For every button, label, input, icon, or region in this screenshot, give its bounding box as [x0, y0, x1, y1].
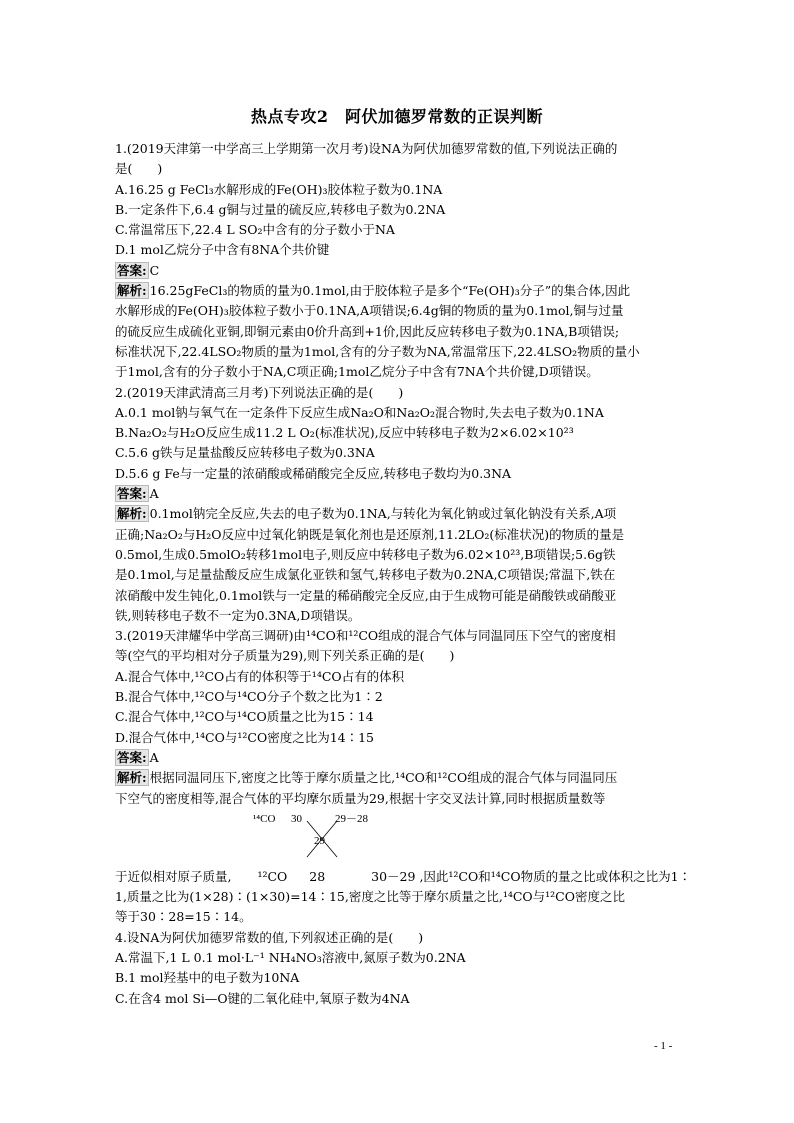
question-3-explanation-text-1: 根据同温同压下,密度之比等于摩尔质量之比,¹⁴CO和¹²CO组成的混合气体与同温同压 — [149, 770, 618, 786]
question-3-answer: A — [149, 749, 159, 765]
question-3-explanation-line-4: 1,质量之比为(1×28)∶(1×30)=14∶15,密度之比等于摩尔质量之比,¹⁴CO与¹²CO密度之比 — [115, 889, 625, 905]
explanation-label: 解析: — [117, 506, 147, 522]
question-2-explanation-line-5: 浓硝酸中发生钝化,0.1mol铁与一定量的稀硝酸完全反应,由于生成物可能是硝酸铁或硝酸亚 — [115, 587, 617, 603]
question-2-explanation-line-6: 铁,则转移电子数不一定为0.3NA,D项错误。 — [115, 607, 361, 623]
question-1-option-b: B.一定条件下,6.4 g铜与过量的硫反应,转移电子数为0.2NA — [115, 201, 446, 217]
question-1-stem-line-1: 1.(2019天津第一中学高三上学期第一次月考)设NA为阿伏加德罗常数的值,下列说法正确的 — [115, 141, 618, 156]
document-body — [115, 139, 692, 1009]
question-1-answer: C — [149, 262, 160, 278]
cross-method-diagram — [115, 809, 679, 867]
page-title: 热点专攻2 阿伏加德罗常数的正误判断 — [250, 107, 544, 126]
question-3-explanation-line-2: 下空气的密度相等,混合气体的平均摩尔质量为29,根据十字交叉法计算,同时根据质量数等 — [115, 790, 606, 806]
question-1-explanation-text-1: 16.25gFeCl₃的物质的量为0.1mol,由于胶体粒子是多个“Fe(OH)₃分子”的集合体,因此 — [149, 283, 631, 299]
question-1-stem-line-2: 是( ) — [115, 161, 163, 177]
question-2-explanation-line-1 — [115, 504, 679, 524]
question-1-explanation-line-5: 于1mol,含有的分子数小于NA,C项正确;1mol乙烷分子中含有7NA个共价键,D项错误。 — [115, 364, 599, 380]
question-2-option-d: D.5.6 g Fe与一定量的浓硝酸或稀硝酸完全反应,转移电子数均为0.3NA — [115, 465, 512, 481]
answer-label: 答案: — [117, 262, 147, 278]
explanation-label: 解析: — [117, 283, 147, 299]
question-1-explanation-line-3: 的硫反应生成硫化亚铜,即铜元素由0价升高到+1价,因此反应转移电子数为0.1NA,B项错误; — [115, 323, 620, 339]
question-2-option-c: C.5.6 g铁与足量盐酸反应转移电子数为0.3NA — [115, 445, 375, 461]
question-4-option-c: C.在含4 mol Si—O键的二氧化硅中,氧原子数为4NA — [115, 990, 410, 1006]
question-2-option-b: B.Na₂O₂与H₂O反应生成11.2 L O₂(标准状况),反应中转移电子数为2×6.02×10²³ — [115, 425, 574, 441]
cross-bottom-left-value: 28 — [309, 868, 326, 884]
cross-bottom-right: 30－29 — [371, 868, 416, 884]
answer-label: 答案: — [117, 486, 147, 502]
question-1-explanation-line-4: 标准状况下,22.4LSO₂物质的量为1mol,含有的分子数为NA,常温常压下,22.4LSO₂物质的量小 — [115, 343, 640, 359]
question-3-explanation-line-1 — [115, 768, 679, 788]
question-2-stem-line-1: 2.(2019天津武清高三月考)下列说法正确的是( ) — [115, 384, 404, 400]
question-2-explanation-line-2: 正确;Na₂O₂与H₂O反应中过氧化钠既是氧化剂也是还原剂,11.2LO₂(标准状况)的物质的量是 — [115, 526, 625, 542]
question-3-explanation-text-3a: 于近似相对原子质量, — [115, 868, 232, 884]
question-1-option-a: A.16.25 g FeCl₃水解形成的Fe(OH)₃胶体粒子数为0.1NA — [115, 181, 443, 197]
question-1-option-c: C.常温常压下,22.4 L SO₂中含有的分子数小于NA — [115, 222, 395, 238]
question-4-option-b: B.1 mol羟基中的电子数为10NA — [115, 970, 300, 986]
cross-top-left-label: ¹⁴CO — [253, 812, 276, 825]
question-2-answer-line — [115, 484, 679, 504]
question-1-explanation-line-2: 水解形成的Fe(OH)₃胶体粒子数小于0.1NA,A项错误;6.4g铜的物质的量为0.1mol,铜与过量 — [115, 303, 624, 319]
question-3-option-a: A.混合气体中,¹²CO占有的体积等于¹⁴CO占有的体积 — [115, 668, 405, 684]
question-2-option-a: A.0.1 mol钠与氧气在一定条件下反应生成Na₂O和Na₂O₂混合物时,失去电子数为0.1NA — [115, 404, 604, 420]
explanation-label: 解析: — [117, 770, 147, 786]
answer-label: 答案: — [117, 749, 147, 765]
question-3-option-b: B.混合气体中,¹²CO与¹⁴CO分子个数之比为1∶2 — [115, 689, 383, 705]
question-3-option-c: C.混合气体中,¹²CO与¹⁴CO质量之比为15∶14 — [115, 709, 374, 725]
question-3-explanation-line-5: 等于30∶28=15∶14。 — [115, 909, 252, 925]
question-1-explanation-line-1 — [115, 281, 679, 301]
question-2-explanation-line-4: 是0.1mol,与足量盐酸反应生成氯化亚铁和氢气,转移电子数为0.2NA,C项错误;常温下,铁在 — [115, 567, 616, 583]
cross-top-right: 29－28 — [335, 812, 368, 825]
cross-bottom-left-label: ¹²CO — [257, 868, 288, 884]
question-2-explanation-line-3: 0.5mol,生成0.5molO₂转移1mol电子,则反应中转移电子数为6.02×10²³,B项错误;5.6g铁 — [115, 546, 616, 562]
question-4-stem-line-1: 4.设NA为阿伏加德罗常数的值,下列叙述正确的是( ) — [115, 929, 424, 945]
question-1-option-d: D.1 mol乙烷分子中含有8NA个共价键 — [115, 242, 330, 258]
question-3-stem-line-2: 等(空气的平均相对分子质量为29),则下列关系正确的是( ) — [115, 648, 455, 664]
question-1-answer-line — [115, 261, 679, 281]
question-3-explanation-line-3 — [115, 867, 692, 887]
page-number: - 1 - — [654, 1040, 673, 1052]
question-3-answer-line — [115, 748, 679, 768]
question-3-explanation-text-3b: ,因此¹²CO和¹⁴CO物质的量之比或体积之比为1∶ — [419, 868, 692, 884]
question-4-option-a: A.常温下,1 L 0.1 mol·L⁻¹ NH₄NO₃溶液中,氮原子数为0.2NA — [115, 949, 466, 965]
question-2-answer: A — [149, 486, 159, 502]
question-3-stem-line-1: 3.(2019天津耀华中学高三调研)由¹⁴CO和¹²CO组成的混合气体与同温同压下空气的密度相 — [115, 628, 616, 644]
cross-center: 29 — [314, 834, 325, 847]
question-3-option-d: D.混合气体中,¹⁴CO与¹²CO密度之比为14∶15 — [115, 729, 375, 745]
question-2-explanation-text-1: 0.1mol钠完全反应,失去的电子数为0.1NA,与转化为氧化钠或过氧化钠没有关系,A项 — [149, 506, 617, 522]
cross-top-left-value: 30 — [291, 812, 302, 825]
